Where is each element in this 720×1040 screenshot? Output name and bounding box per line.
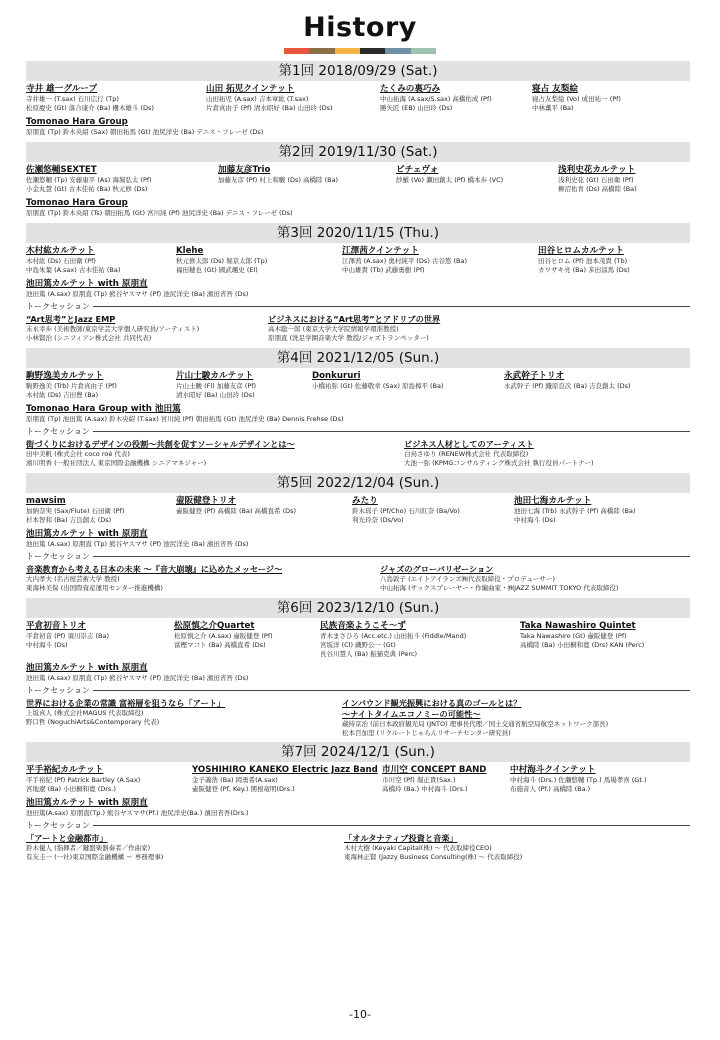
member-line: 平倉初音 (Pf) 須川崇志 (Ba): [26, 632, 109, 640]
speaker-line: 木村大樹 (Keyaki Capital(株) ～ 代表取締役CEO): [344, 844, 492, 852]
band-name: 池田篤カルテット with 原朋直: [26, 529, 148, 539]
band-group: [206, 84, 333, 113]
talk-group: [26, 564, 282, 593]
member-line: Taka Nawashiro (Gt) 壷阪健登 (Pf): [520, 632, 627, 640]
band-name: YOSHIHIRO KANEKO Electric Jazz Band: [192, 765, 378, 775]
member-line: 片倉真由子 (Pf) 清水昭好 (Ba) 山田玲 (Ds): [206, 103, 333, 112]
member-line: 平手裕紀 (Pf) Patrick Bartley (A.Sax): [26, 776, 141, 784]
title-stripe: [360, 48, 385, 54]
band-name: 池田篤カルテット with 原朋直: [26, 279, 148, 289]
member-line: 池田篤 (A.sax) 原朋直 (Tp) 熊谷ヤスマサ (Pf) 池尻洋史 (Ba) 濱田省吾 (Ds): [26, 540, 249, 548]
band-name: Klehe: [176, 246, 204, 256]
member-line: 小金丸慧 (Gt) 古木佳祐 (Ba) 秋元修 (Ds): [26, 184, 148, 193]
member-line: 福田穂也 (Gt) 國武颯史 (El): [176, 265, 258, 274]
speaker-line: 白鳥さゆり (RENEW株式会社 代表取締役): [404, 450, 529, 458]
member-line: 木村紘 (Ds) 石田衛 (Pf): [26, 257, 96, 265]
member-line: 池田篤 (A.sax) 原朋直 (Tp) 熊谷ヤスマサ (Pf) 池尻洋史 (Ba) 濱田省吾 (Ds): [26, 290, 249, 298]
band-group: [176, 246, 267, 275]
member-line: 浅利史花 (Gt) 石田衛 (Pf): [558, 176, 634, 184]
speaker-line: 蔵持京治 (前日本政府観光局 (JNTO) 理事長代理／国土交通省航空局航空ネットワーク部長): [342, 720, 609, 728]
talk-title: インバウンド観光振興における真のゴールとは？: [342, 698, 522, 708]
speaker-line: 大池一弥 (KPMGコンサルティング株式会社 執行役員パートナー): [404, 458, 594, 467]
member-line: 中村海斗 (Ds): [26, 640, 68, 649]
band-name: 寝占 友梨絵: [532, 84, 578, 94]
speaker-line: 原朋直 (洗足学園音楽大学 教授/ジャズトランペッター): [268, 333, 429, 342]
talk-session-label: [26, 426, 690, 437]
member-line: 原朋直 (Tp) 池田篤 (A.sax) 鈴木央紹 (T.sax) 宮川純 (Pf) 朝田拓馬 (Gt) 池尻洋史 (Ba) Dennis Frehse (Ds): [26, 415, 344, 423]
page-title: History: [303, 12, 417, 43]
member-line: 松原慶史 (Gt) 落合康介 (Ba) 柵木雄斗 (Ds): [26, 103, 154, 112]
band-row: [26, 371, 690, 404]
member-line: 鈴木瑶子 (Pf/Cho) 石川紅奈 (Ba/Vo): [352, 507, 460, 515]
band-group: [26, 165, 152, 194]
band-name: Taka Nawashiro Quintet: [520, 621, 636, 631]
edition-header: 第1回 2018/09/29 (Sat.): [26, 61, 690, 81]
member-line: 田谷ヒロム (Pf) 池本茂貴 (Tb): [538, 257, 628, 265]
divider-rule: [93, 306, 690, 307]
edition-header: 第7回 2024/12/1 (Sun.): [26, 742, 690, 762]
band-group: [26, 798, 249, 818]
band-group: [192, 765, 378, 794]
band-row: [26, 84, 690, 117]
talk-group: [404, 439, 594, 468]
member-line: 木村紘 (Ds) 吉田豊 (Ba): [26, 390, 99, 399]
band-group: [26, 84, 154, 113]
title-stripe: [309, 48, 334, 54]
member-line: 利光玲奈 (Ds/Vo): [352, 515, 404, 524]
talk-session-label: [26, 685, 690, 696]
title-stripe: [385, 48, 410, 54]
talk-row: [26, 564, 690, 594]
talk-group: [380, 564, 618, 593]
member-line: 壷阪健登 (Pf) 高橋陸 (Ba) 高橋直希 (Ds): [176, 507, 297, 515]
member-line: 中島朱葉 (A.sax) 古木佳祐 (Ba): [26, 265, 121, 274]
member-line: 佐瀬悠輔 (Tp) 安藤康平 (As) 海堀弘太 (Pf): [26, 176, 152, 184]
band-name: 壷阪健登トリオ: [176, 496, 237, 506]
member-line: 池田篤 (A.sax) 原朋直 (Tp) 熊谷ヤスマサ (Pf) 池尻洋史 (Ba) 濱田省吾 (Ds): [26, 674, 249, 682]
band-group: [342, 246, 467, 275]
band-group: [26, 621, 109, 650]
edition-section: [26, 742, 690, 863]
member-line: 市川空 (Pf) 堀正貴(Sax.): [382, 776, 456, 784]
band-row: [26, 246, 690, 279]
member-line: 秋元修太郎 (Ds) 堀京太郎 (Tp): [176, 257, 268, 265]
band-name: 池田篤カルテット with 原朋直: [26, 663, 148, 673]
band-name: 平倉初音トリオ: [26, 621, 87, 631]
talk-group: [268, 314, 440, 343]
edition-section: [26, 223, 690, 344]
talk-title: ビジネス人材としてのアーティスト: [404, 439, 534, 449]
member-line: 中山雄貴 (Tb) 武藤勇樹 (Pf): [342, 265, 425, 274]
band-group: [26, 246, 120, 275]
band-group: [218, 165, 338, 185]
band-group: [532, 84, 621, 113]
divider-rule: [93, 431, 690, 432]
band-name: 池田七海カルテット: [514, 496, 592, 506]
member-line: 小橋祐弥 (Gt) 佐藤敬幸 (Sax) 原島樟平 (Ba): [312, 382, 444, 390]
talk-session-label: [26, 301, 690, 312]
band-name: みたり: [352, 496, 378, 506]
band-name: 松原慎之介Quartet: [174, 621, 255, 631]
member-line: 池田篤(A.sax) 原朋直(Tp.) 熊谷ヤスマサ(Pf.) 池尻洋史(Ba.) 濱田省吾(Drs.): [26, 809, 249, 817]
band-name: Tomonao Hara Group: [26, 198, 128, 208]
speaker-line: 有友圭一 (一社)東京国際金融機構 ～ 専務理事): [26, 852, 164, 861]
member-line: 壷阪健登 (Pf, Key.) 関根竜明(Drs.): [192, 784, 295, 793]
band-name: Tomonao Hara Group: [26, 117, 128, 127]
band-group: [26, 529, 248, 549]
band-name: mawsim: [26, 496, 66, 506]
talk-session-label: [26, 551, 690, 562]
member-line: 中林薫平 (Ba): [532, 103, 574, 112]
band-name: 池田篤カルテット with 原朋直: [26, 798, 148, 808]
speaker-line: 上坂真人 (株式会社MAGUS 代表取締役): [26, 709, 144, 717]
band-name: 寺井 雄一グループ: [26, 84, 98, 94]
band-name: 木村紘カルテット: [26, 246, 95, 256]
speaker-line: 大内孝夫 (名古屋芸術大学 教授): [26, 575, 120, 583]
edition-header: 第5回 2022/12/04 (Sun.): [26, 473, 690, 493]
band-group: [26, 404, 343, 424]
talk-title: 「アートと金融都市」: [26, 833, 108, 843]
band-group: [26, 765, 140, 794]
member-line: 片山士駿 (Fl) 加藤友彦 (Pf): [176, 382, 257, 390]
band-group: [514, 496, 636, 525]
edition-header: 第3回 2020/11/15 (Thu.): [26, 223, 690, 243]
member-line: 松原慎之介 (A.sax) 壷阪健登 (Pf): [174, 632, 273, 640]
speaker-line: 野口哲 (NoguchiArts&Contemporary 代表): [26, 717, 160, 726]
band-group: [504, 371, 631, 391]
band-name: 田谷ヒロムカルテット: [538, 246, 624, 256]
member-line: 勝矢匠 (EB) 山田玲 (Ds): [380, 103, 453, 112]
band-name: 片山士駿カルテット: [176, 371, 254, 381]
band-name: たくみの裏巧み: [380, 84, 441, 94]
member-line: 宮地遼 (Ba) 小田桐和寛 (Drs.): [26, 784, 116, 793]
member-line: 宮坂洋 (Cl) 磯野公一 (Gt): [320, 640, 396, 649]
band-row: [26, 798, 690, 819]
band-name: Donkururi: [312, 371, 361, 381]
talk-group: [344, 833, 522, 862]
talk-group: [26, 314, 199, 343]
band-row: [26, 663, 690, 684]
member-line: 加藤友彦 (Pf) 村上和駿 (Ds) 高橋陸 (Ba): [218, 176, 339, 184]
talk-title: ビジネスにおける“Art思考”とアドリブの世界: [268, 314, 441, 324]
talk-title: 「オルタナティブ投資と音楽」: [344, 833, 458, 843]
member-line: 高橋玲 (Ba.) 中村海斗 (Drs.): [382, 784, 468, 793]
band-group: [312, 371, 444, 391]
band-group: [26, 279, 248, 299]
band-group: [538, 246, 630, 275]
member-line: 杉本智和 (Ba) 吉良創太 (Ds): [26, 515, 112, 524]
member-line: 青木まさひろ (Acc.etc.) 山田拓斗 (Fiddle/Mand): [320, 632, 467, 640]
band-row: [26, 529, 690, 550]
band-row: [26, 404, 690, 425]
speaker-line: 東海林美保 (出国際資産運用センター推進機構): [26, 583, 163, 592]
talk-title: 世界における企業の常識 富裕層を狙うなら「アート」: [26, 698, 226, 708]
talk-row: [26, 439, 690, 469]
member-line: 永武幹子 (Pf) 織原良次 (Ba) 吉良創太 (Ds): [504, 382, 631, 390]
band-group: [26, 198, 293, 218]
band-group: [382, 765, 486, 794]
band-name: 中村海斗クインテット: [510, 765, 596, 775]
title-color-stripes: [284, 48, 436, 54]
talk-title: ジャズのグローバリゼーション: [380, 564, 494, 574]
band-group: [396, 165, 503, 185]
title-stripe: [411, 48, 436, 54]
talk-session-label-text: トークセッション: [26, 427, 90, 436]
member-line: 紗羅 (Vo) 瀬田創太 (Pf) 橋本歩 (VC): [396, 176, 504, 184]
band-row: [26, 198, 690, 219]
speaker-line: 八島敦子 (エイトアイランズ㈱代表取締役・プロデューサー): [380, 575, 555, 583]
band-name: 民族音楽ようこそ〜ず: [320, 621, 406, 631]
band-group: [380, 84, 492, 113]
band-name: 山田 拓児クインテット: [206, 84, 295, 94]
edition-section: [26, 61, 690, 138]
talk-group: [26, 698, 225, 727]
band-group: [26, 371, 117, 400]
member-line: 寺井雄一 (T.sax) 石川広行 (Tp): [26, 95, 119, 103]
speaker-line: 田中美帆 (株式会社 coco roé 代表): [26, 450, 130, 458]
edition-section: [26, 348, 690, 469]
edition-header: 第2回 2019/11/30 (Sat.): [26, 142, 690, 162]
member-line: 清水昭好 (Ba) 山田玲 (Ds): [176, 390, 255, 399]
band-group: [174, 621, 273, 650]
band-name: 浅利史花カルテット: [558, 165, 636, 175]
talk-session-label-text: トークセッション: [26, 552, 90, 561]
talk-title: “Art思考”とJazz EMP: [26, 314, 116, 324]
band-row: [26, 165, 690, 198]
talk-title: 街づくりにおけるデザインの役割〜共創を促すソーシャルデザインとは〜: [26, 439, 295, 449]
talk-group: [26, 833, 163, 862]
band-name: 駒野逸美カルテット: [26, 371, 104, 381]
member-line: 高橋陸 (Ba) 小田桐和寛 (Drs) KAN (Perc): [520, 640, 645, 649]
band-group: [320, 621, 466, 658]
speaker-line: 東海林正賢 (Jazzy Business Consulting(株) ～ 代表取締役): [344, 852, 523, 861]
member-line: カワサキ亮 (Ba) 多田涼馬 (Ds): [538, 265, 630, 274]
member-line: 布施音人 (Pf.) 高橋陸 (Ba.): [510, 784, 591, 793]
speaker-line: 高木聡一郎 (東京大学大学院情報学環准教授): [268, 325, 399, 333]
band-name: 市川空 CONCEPT BAND: [382, 765, 487, 775]
member-line: 中村海斗 (Ds): [514, 515, 556, 524]
history-content: [26, 61, 690, 867]
member-line: 駒野逸美 (Trb) 片倉真由子 (Pf): [26, 382, 117, 390]
edition-section: [26, 473, 690, 594]
member-line: 金子義浩 (Ba) 岡勇希(A.sax): [192, 776, 278, 784]
band-group: [352, 496, 460, 525]
band-row: [26, 765, 690, 798]
talk-session-label-text: トークセッション: [26, 821, 90, 830]
band-group: [26, 117, 263, 137]
title-stripe: [335, 48, 360, 54]
speaker-line: 末永幸歩 (美術教師/東京学芸大学個人研究員/アーティスト): [26, 325, 200, 333]
speaker-line: 小林賢治 (シニフィアン株式会社 共同代表): [26, 333, 152, 342]
member-line: 加納奈実 (Sax/Flute) 石田衛 (Pf): [26, 507, 125, 515]
divider-rule: [93, 690, 690, 691]
talk-row: [26, 698, 690, 738]
member-line: 柳沼佑育 (Ds) 高橋陸 (Ba): [558, 184, 637, 193]
band-group: [520, 621, 644, 650]
band-name: Tomonao Hara Group with 池田篤: [26, 404, 181, 414]
band-row: [26, 621, 690, 663]
member-line: 原朋直 (Tp) 鈴木央紹 (Ts) 朝田拓馬 (Gt) 宮川純 (Pf) 池尻洋史 (Ba) デニス・フレーゼ (Ds): [26, 209, 293, 217]
band-name: 加藤友彦Trio: [218, 165, 271, 175]
talk-title: 音楽教育から考える日本の未来 〜『音大崩壊』に込めたメッセージ〜: [26, 564, 283, 574]
band-group: [176, 371, 256, 400]
band-row: [26, 496, 690, 529]
edition-header: 第4回 2021/12/05 (Sun.): [26, 348, 690, 368]
member-line: 江澤茜 (A.sax) 奥村純平 (Ds) 古谷悠 (Ba): [342, 257, 467, 265]
speaker-line: 濱川明香 (一般社団法人 東京国際金融機構 シニアマネジャー): [26, 458, 207, 467]
member-line: 富樫マコト (Ba) 高橋直希 (Ds): [174, 640, 266, 649]
band-group: [510, 765, 647, 794]
band-name: 永武幹子トリオ: [504, 371, 565, 381]
edition-section: [26, 598, 690, 738]
band-row: [26, 117, 690, 138]
speaker-line: 松本百加里 (リクルートじゃらんリサーチセンター研究員): [342, 728, 511, 737]
talk-session-label-text: トークセッション: [26, 302, 90, 311]
talk-session-label-text: トークセッション: [26, 686, 90, 695]
band-row: [26, 279, 690, 300]
band-group: [26, 663, 248, 683]
talk-row: [26, 314, 690, 344]
band-group: [26, 496, 124, 525]
member-line: 長谷川慧人 (Ba) 振猫克典 (Perc): [320, 649, 418, 658]
talk-subtitle: 〜ナイトタイムエコノミーの可能性〜: [342, 709, 481, 719]
member-line: 池田七海 (Trb) 永武幹子 (Pf) 高橋陸 (Ba): [514, 507, 636, 515]
edition-section: [26, 142, 690, 219]
member-line: 中山拓海 (A.sax/S.sax) 高橋佑成 (Pf): [380, 95, 492, 103]
band-group: [176, 496, 296, 516]
band-name: ピチェヴォ: [396, 165, 439, 175]
talk-group: [342, 698, 608, 738]
speaker-line: 中山拓海 (サックスプレーヤー・作編曲家・㈱JAZZ SUMMIT TOKYO 代表取締役): [380, 583, 619, 592]
speaker-line: 鈴木優人 (指揮者／鍵盤楽器奏者／作曲家): [26, 844, 151, 852]
band-name: 江澤茜クインテット: [342, 246, 419, 256]
member-line: 寝占友梨絵 (Vo) 成田祐一 (Pf): [532, 95, 621, 103]
band-name: 平手裕紀カルテット: [26, 765, 104, 775]
member-line: 中村海斗 (Drs.) 佐瀬悠輔 (Tp.) 馬場孝喜 (Gt.): [510, 776, 647, 784]
divider-rule: [93, 556, 690, 557]
band-name: 佐瀬悠輔SEXTET: [26, 165, 97, 175]
page-number: -10-: [349, 1008, 371, 1021]
talk-row: [26, 833, 690, 863]
band-group: [558, 165, 637, 194]
member-line: 山田拓児 (A.sax) 吉本章紘 (T.sax): [206, 95, 309, 103]
member-line: 原朋直 (Tp) 鈴木央紹 (Sax) 朝田拓馬 (Gt) 池尻洋史 (Ba) デニス・フレーゼ (Ds): [26, 128, 264, 136]
talk-session-label: [26, 820, 690, 831]
edition-header: 第6回 2023/12/10 (Sun.): [26, 598, 690, 618]
title-stripe: [284, 48, 309, 54]
divider-rule: [93, 825, 690, 826]
talk-group: [26, 439, 295, 468]
